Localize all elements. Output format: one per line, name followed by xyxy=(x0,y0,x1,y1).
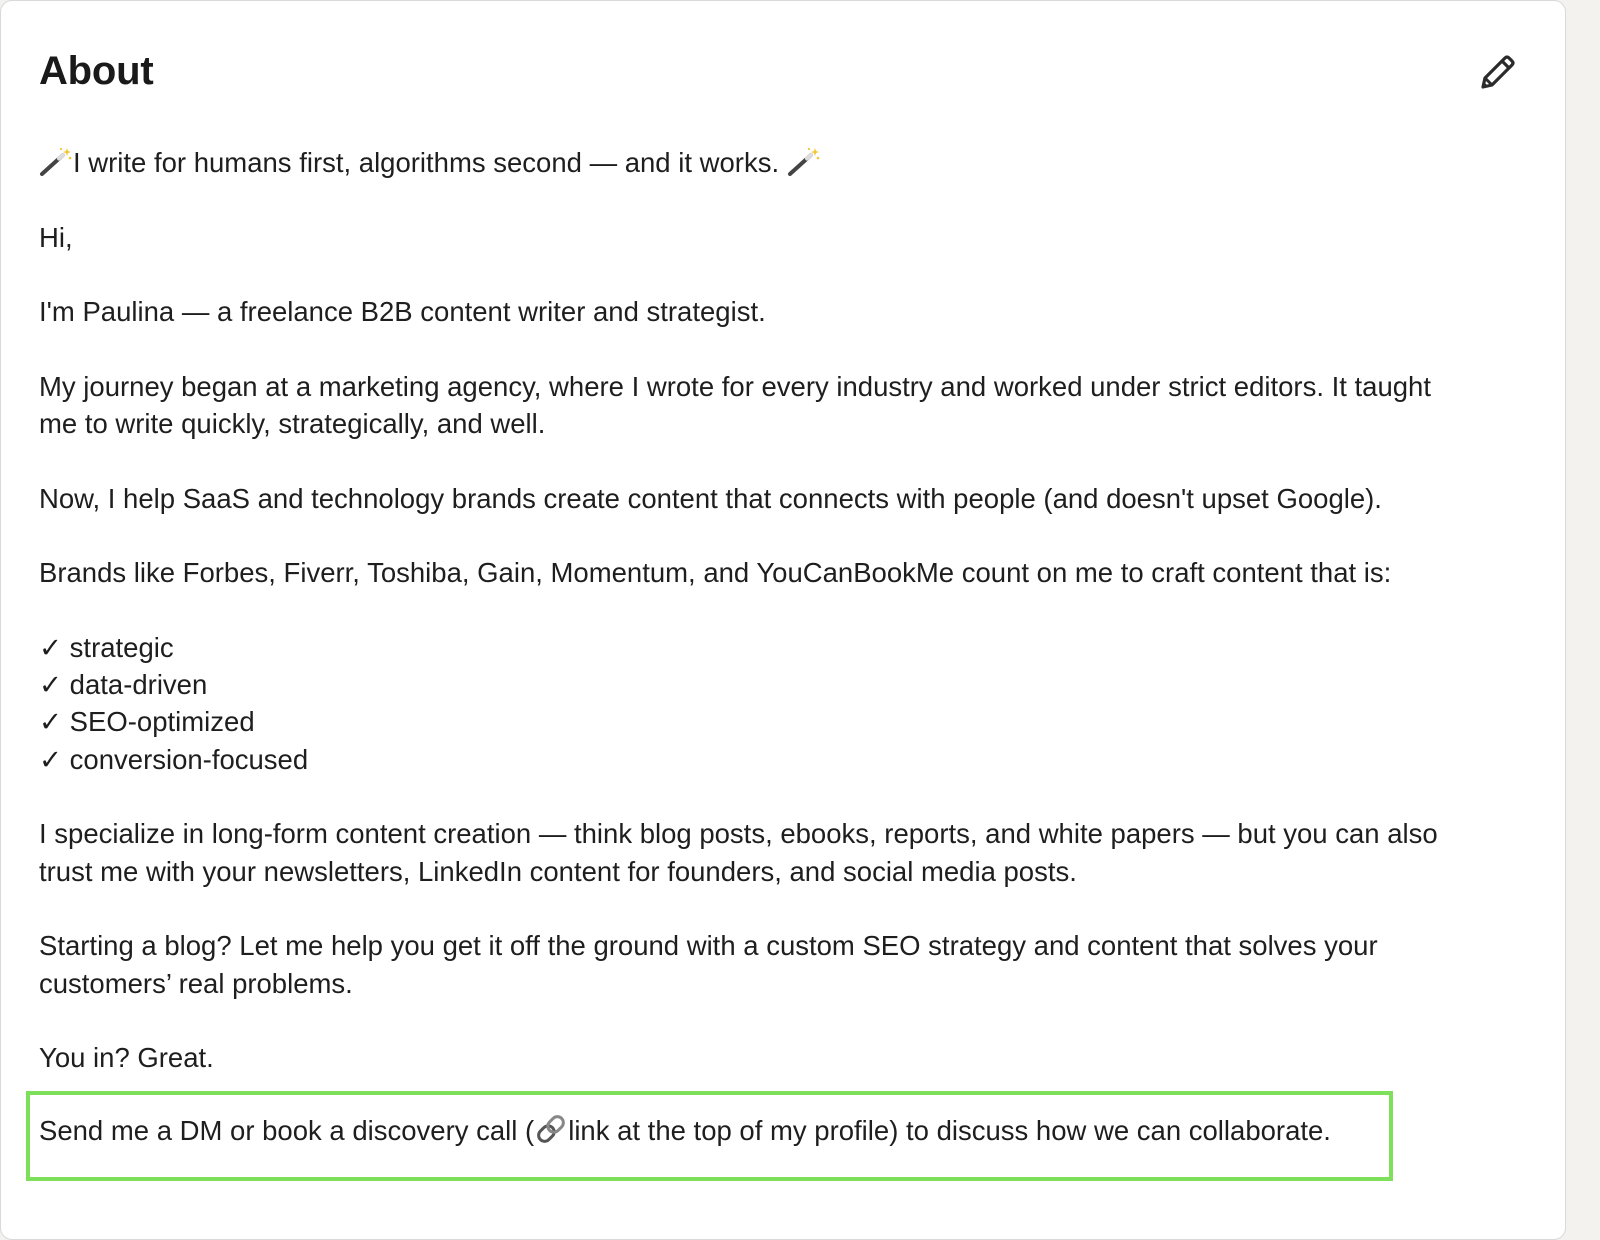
quality-item: ✓ SEO-optimized xyxy=(39,706,255,738)
journey-line-1: My journey began at a marketing agency, where I wrote for every industry and worked under strict editors. It taught xyxy=(39,370,1431,402)
blog-line-1: Starting a blog? Let me help you get it off the ground with a custom SEO strategy and content that solves your xyxy=(39,930,1378,962)
you-in: You in? Great. xyxy=(39,1042,214,1074)
cta-text-after: link at the top of my profile) to discuss how we can collaborate. xyxy=(568,1115,1331,1146)
link-icon xyxy=(534,1114,568,1144)
intro: I'm Paulina — a freelance B2B content writer and strategist. xyxy=(39,296,766,328)
greeting: Hi, xyxy=(39,221,73,253)
edit-about-button[interactable] xyxy=(1469,47,1525,99)
blog-line-2: customers’ real problems. xyxy=(39,967,353,999)
quality-item: ✓ data-driven xyxy=(39,669,208,701)
magic-wand-icon xyxy=(39,146,73,176)
brands-paragraph: Brands like Forbes, Fiverr, Toshiba, Gain, Momentum, and YouCanBookMe count on me to craft content that is: xyxy=(39,557,1392,589)
section-title: About xyxy=(39,49,154,93)
headline-text: I write for humans first, algorithms second — and it works. xyxy=(73,147,780,178)
specialize-line-2: trust me with your newsletters, LinkedIn content for founders, and social media posts. xyxy=(39,855,1077,887)
headline-line xyxy=(39,144,1539,181)
magic-wand-icon xyxy=(787,146,821,176)
cta-paragraph xyxy=(39,1112,1331,1149)
specialize-line-1: I specialize in long-form content creation — think blog posts, ebooks, reports, and white papers — but you can also xyxy=(39,818,1438,850)
cta-text-before: Send me a DM or book a discovery call ( xyxy=(39,1115,535,1146)
journey-line-2: me to write quickly, strategically, and well. xyxy=(39,408,546,440)
now-paragraph: Now, I help SaaS and technology brands create content that connects with people (and doesn't upset Google). xyxy=(39,482,1382,514)
pencil-icon xyxy=(1475,51,1519,95)
about-text xyxy=(39,144,1539,1076)
quality-item: ✓ strategic xyxy=(39,631,174,663)
quality-item: ✓ conversion-focused xyxy=(39,743,309,775)
